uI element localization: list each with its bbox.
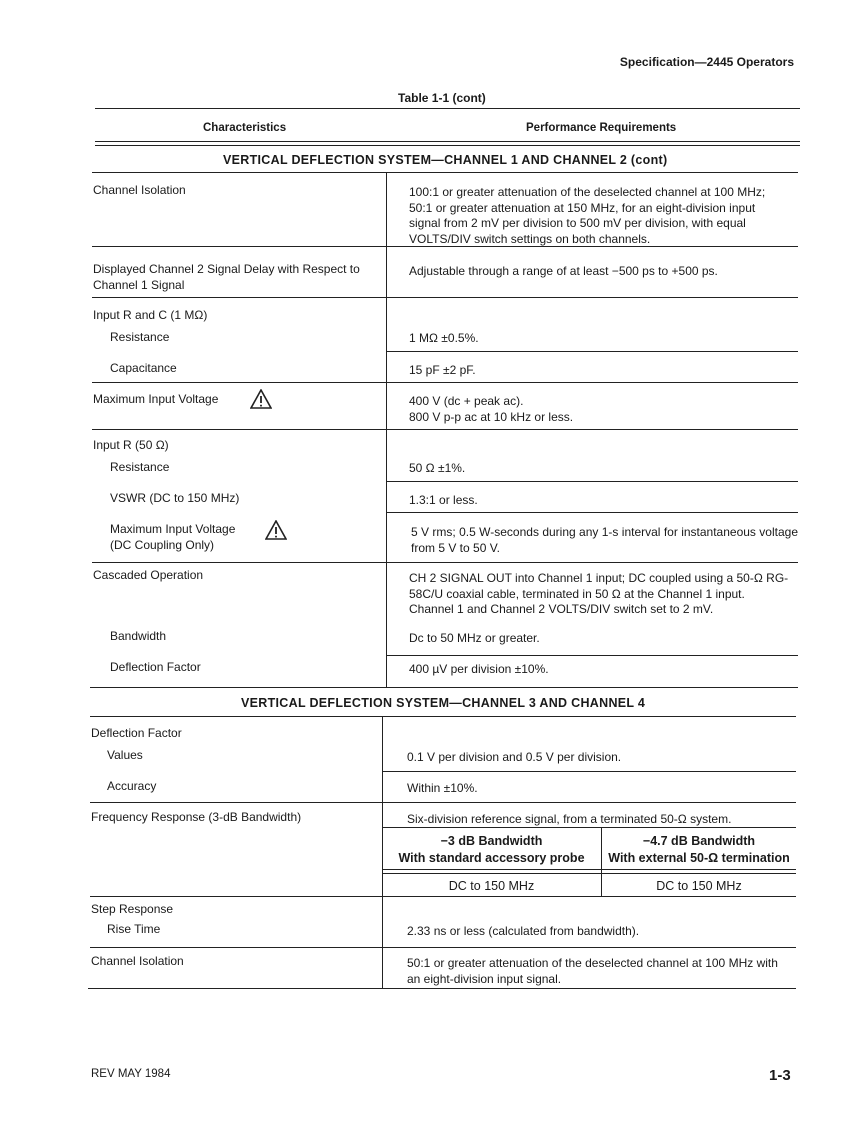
subtable-header-rule-1	[382, 869, 796, 870]
char-signal-delay: Displayed Channel 2 Signal Delay with Respect to Channel 1 Signal	[93, 262, 360, 292]
char-resistance-50: Resistance	[110, 460, 170, 474]
perf-accuracy: Within ±10%.	[407, 781, 478, 795]
subtable-col2-line1: −4.7 dB Bandwidth	[642, 834, 756, 848]
rule-section1-end	[90, 687, 798, 688]
char-accuracy: Accuracy	[107, 779, 157, 793]
perf-bandwidth: Dc to 50 MHz or greater.	[409, 631, 540, 645]
char-frequency-response: Frequency Response (3-dB Bandwidth)	[91, 810, 302, 824]
char-deflection-factor: Deflection Factor	[110, 660, 201, 674]
rule-table-bottom	[88, 988, 796, 989]
char-values: Values	[107, 748, 143, 762]
perf-channel-isolation-34: 50:1 or greater attenuation of the deselected channel at 100 MHz with an eight-division input signal.	[407, 956, 778, 986]
page-number: 1-3	[769, 1067, 791, 1084]
perf-deflection-factor: 400 µV per division ±10%.	[409, 662, 549, 676]
subtable-col2-value: DC to 150 MHz	[656, 879, 742, 893]
perf-frequency-response: Six-division reference signal, from a terminated 50-Ω system.	[407, 812, 732, 826]
perf-values: 0.1 V per division and 0.5 V per division.	[407, 750, 622, 764]
row-divider	[90, 896, 796, 897]
warning-triangle-icon	[265, 520, 287, 540]
char-max-input-voltage: Maximum Input Voltage	[93, 392, 219, 406]
rule-section2	[90, 716, 796, 717]
row-divider	[386, 655, 798, 656]
char-input-rc: Input R and C (1 MΩ)	[93, 308, 208, 322]
char-deflection-factor-34: Deflection Factor	[91, 726, 182, 740]
row-divider	[386, 512, 798, 513]
section2-title: VERTICAL DEFLECTION SYSTEM—CHANNEL 3 AND CHANNEL 4	[241, 696, 646, 710]
char-channel-isolation: Channel Isolation	[93, 183, 186, 197]
char-input-r-50: Input R (50 Ω)	[93, 438, 169, 452]
row-divider	[382, 771, 796, 772]
subtable-col1-line1: −3 dB Bandwidth	[440, 834, 543, 848]
rule-top	[95, 108, 800, 109]
char-rise-time: Rise Time	[107, 922, 161, 936]
row-divider	[92, 297, 798, 298]
perf-capacitance: 15 pF ±2 pF.	[409, 363, 476, 377]
revision-date: REV MAY 1984	[91, 1068, 171, 1080]
document-title: Specification—2445 Operators	[619, 55, 794, 69]
char-capacitance: Capacitance	[110, 361, 177, 375]
row-divider	[92, 562, 798, 563]
subtable-col1-header	[383, 833, 600, 867]
col-header-performance: Performance Requirements	[526, 122, 677, 134]
perf-rise-time: 2.33 ns or less (calculated from bandwidth).	[407, 924, 640, 938]
subtable-header-rule-2	[382, 873, 796, 874]
table-title: Table 1-1 (cont)	[398, 91, 486, 105]
perf-max-input-voltage-dc: 5 V rms; 0.5 W-seconds during any 1-s interval for instantaneous voltage from 5 V to 50 V.	[411, 525, 798, 555]
row-divider	[92, 382, 798, 383]
subtable-col1-line2: With standard accessory probe	[398, 851, 585, 865]
perf-max-input-voltage: 400 V (dc + peak ac). 800 V p-p ac at 10 kHz or less.	[409, 394, 574, 424]
char-resistance-1m: Resistance	[110, 330, 170, 344]
row-divider	[386, 351, 798, 352]
char-bandwidth: Bandwidth	[110, 629, 167, 643]
row-divider	[90, 802, 796, 803]
char-step-response: Step Response	[91, 902, 174, 916]
perf-cascaded-operation: CH 2 SIGNAL OUT into Channel 1 input; DC coupled using a 50-Ω RG-58C/U coaxial cable, terminated in 50 Ω at the Channel 1 input. Channel 1 and Channel 2 VOLTS/DIV switch set to 2 mV.	[409, 571, 789, 616]
char-channel-isolation-34: Channel Isolation	[91, 954, 184, 968]
perf-signal-delay: Adjustable through a range of at least −500 ps to +500 ps.	[409, 264, 718, 278]
warning-triangle-icon	[250, 389, 272, 409]
row-divider	[92, 246, 798, 247]
rule-header-2	[95, 145, 800, 146]
perf-resistance-1m: 1 MΩ ±0.5%.	[409, 331, 479, 345]
subtable-col1-value: DC to 150 MHz	[448, 879, 535, 893]
char-max-input-voltage-dc: Maximum Input Voltage (DC Coupling Only)	[110, 522, 236, 552]
perf-resistance-50: 50 Ω ±1%.	[409, 461, 466, 475]
rule-header-1	[95, 141, 800, 142]
perf-channel-isolation: 100:1 or greater attenuation of the deselected channel at 100 MHz; 50:1 or greater attenuation at 150 MHz, for an eight-division input signal from 2 mV per division to 500 mV per division, with equal VOLTS/DIV switch settings on both channels.	[409, 185, 766, 246]
row-divider	[92, 429, 798, 430]
row-divider	[386, 481, 798, 482]
row-divider	[90, 947, 796, 948]
subtable-col2-line2: With external 50-Ω termination	[608, 851, 790, 865]
char-cascaded-operation: Cascaded Operation	[93, 568, 204, 582]
rule-section1	[92, 172, 798, 173]
subtable-col2-header	[602, 833, 796, 867]
char-vswr: VSWR (DC to 150 MHz)	[110, 491, 240, 505]
section1-title: VERTICAL DEFLECTION SYSTEM—CHANNEL 1 AND CHANNEL 2 (cont)	[223, 153, 668, 167]
perf-vswr: 1.3:1 or less.	[409, 493, 478, 507]
subtable-top-rule	[382, 827, 796, 828]
col-header-characteristics: Characteristics	[203, 122, 287, 134]
